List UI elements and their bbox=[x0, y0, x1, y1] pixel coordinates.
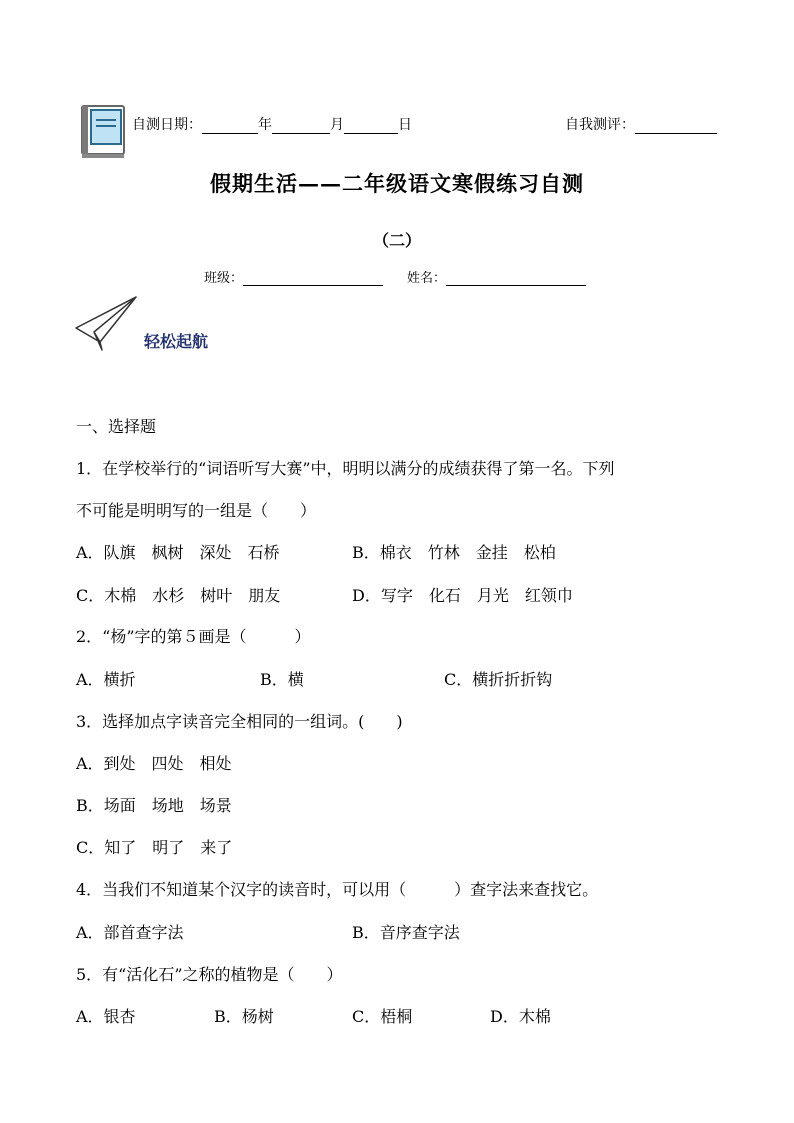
self-eval-blank[interactable] bbox=[635, 118, 717, 134]
paper-plane-icon bbox=[74, 294, 140, 352]
self-test-date bbox=[132, 114, 412, 134]
name-blank[interactable] bbox=[446, 270, 586, 286]
date-label: 自测日期： bbox=[132, 117, 202, 133]
class-field bbox=[204, 267, 383, 286]
q2-option-b[interactable]: B．横 bbox=[260, 670, 304, 689]
self-eval-label: 自我测评： bbox=[565, 117, 635, 133]
page-title: 假期生活——二年级语文寒假练习自测 bbox=[210, 171, 584, 196]
day-label: 日 bbox=[398, 117, 412, 133]
q1-stem-line2: 不可能是明明写的一组是（ ） bbox=[76, 501, 317, 520]
name-label: 姓名： bbox=[407, 271, 447, 286]
q4-option-b[interactable]: B．音序查字法 bbox=[352, 923, 460, 942]
q4-stem: 4．当我们不知道某个汉字的读音时，可以用（ ）查字法来查找它。 bbox=[76, 880, 599, 899]
section-heading: 一、选择题 bbox=[76, 417, 157, 436]
q5-stem: 5．有“活化石”之称的植物是（ ） bbox=[76, 965, 343, 984]
q5-option-d[interactable]: D．木棉 bbox=[490, 1007, 551, 1026]
q1-option-b[interactable]: B．棉衣 竹林 金挂 松柏 bbox=[352, 543, 556, 562]
q3-option-a[interactable]: A．到处 四处 相处 bbox=[76, 754, 232, 773]
q1-option-c[interactable]: C．木棉 水杉 树叶 朋友 bbox=[76, 586, 281, 605]
q5-option-c[interactable]: C．梧桐 bbox=[352, 1007, 413, 1026]
month-label: 月 bbox=[330, 117, 344, 133]
name-field bbox=[407, 267, 586, 286]
page-subtitle: （二） bbox=[372, 231, 421, 250]
q3-stem: 3．选择加点字读音完全相同的一组词。( ) bbox=[76, 712, 403, 731]
q2-option-c[interactable]: C．横折折折钩 bbox=[444, 670, 553, 689]
self-evaluation bbox=[565, 114, 717, 134]
section-tag: 轻松起航 bbox=[144, 332, 209, 351]
book-icon bbox=[79, 104, 129, 160]
q1-option-d[interactable]: D．写字 化石 月光 红领巾 bbox=[352, 586, 573, 605]
month-blank[interactable] bbox=[272, 118, 330, 134]
q5-option-a[interactable]: A．银杏 bbox=[76, 1007, 136, 1026]
year-blank[interactable] bbox=[202, 118, 258, 134]
class-label: 班级： bbox=[204, 271, 244, 286]
q3-option-c[interactable]: C．知了 明了 来了 bbox=[76, 838, 233, 857]
year-label: 年 bbox=[258, 117, 272, 133]
q2-stem: 2．“杨”字的第５画是（ ） bbox=[76, 627, 311, 646]
q1-option-a[interactable]: A．队旗 枫树 深处 石桥 bbox=[76, 543, 280, 562]
q1-stem-line1: 1．在学校举行的“词语听写大赛”中，明明以满分的成绩获得了第一名。下列 bbox=[76, 459, 615, 478]
day-blank[interactable] bbox=[344, 118, 398, 134]
q3-option-b[interactable]: B．场面 场地 场景 bbox=[76, 796, 232, 815]
class-blank[interactable] bbox=[243, 270, 383, 286]
q4-option-a[interactable]: A．部首查字法 bbox=[76, 923, 184, 942]
q5-option-b[interactable]: B．杨树 bbox=[214, 1007, 274, 1026]
q2-option-a[interactable]: A．横折 bbox=[76, 670, 136, 689]
